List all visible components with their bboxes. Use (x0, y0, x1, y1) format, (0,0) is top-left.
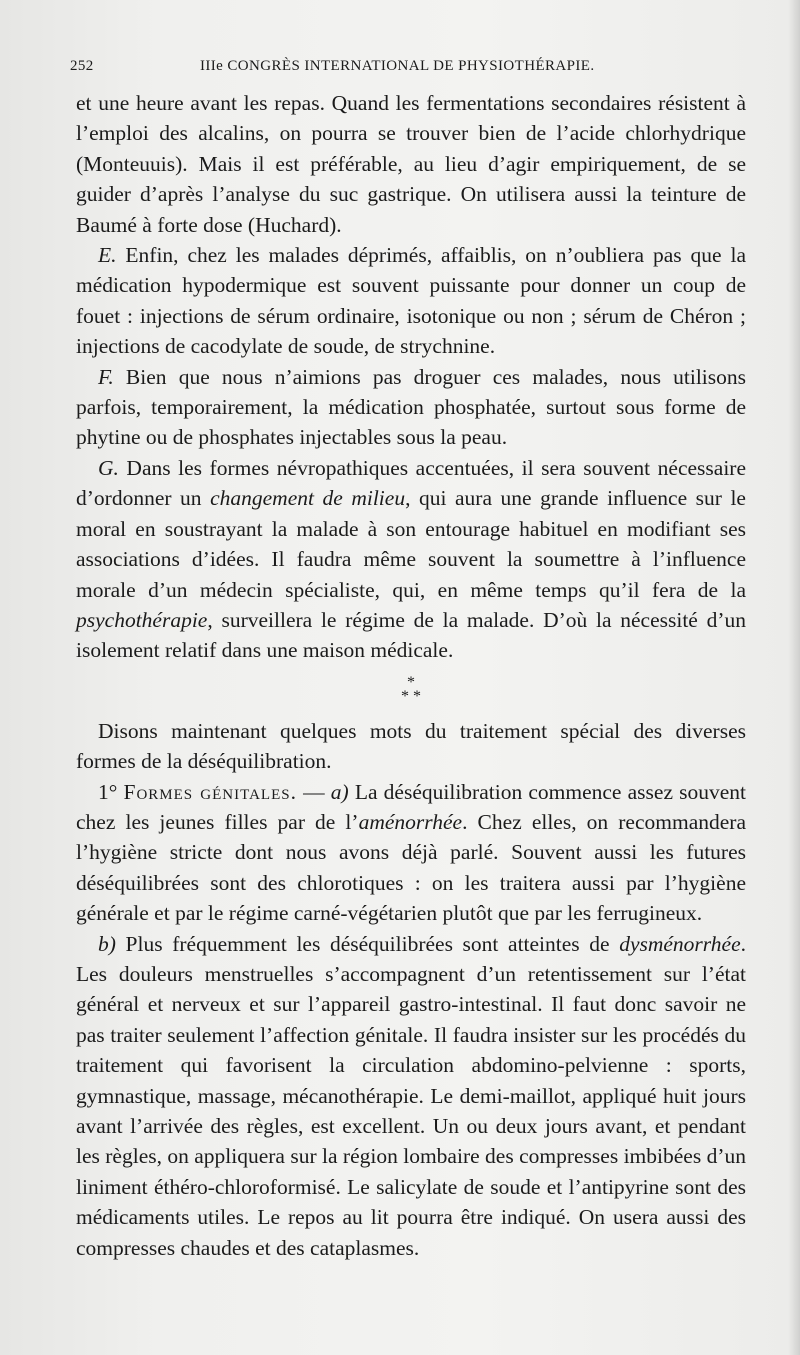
paragraph-text: , qui aura une grande influence sur le moral en soustrayant la malade à son entourage habituel en modifiant ses associations d’idées. Il faudra même souvent la soumettre à l’influence morale d’un médecin spécialiste, qui, en même temps qu’il fera de la (76, 486, 746, 602)
emphasis: psychothérapie (76, 607, 208, 632)
body-text (76, 88, 746, 1263)
item-label: G. (98, 455, 119, 480)
paragraph-f (76, 362, 746, 453)
paragraph-text: La déséquilibration commence assez souvent chez les jeunes filles par de l’ (76, 779, 747, 834)
section-title: Formes génitales. (123, 779, 297, 804)
paragraph-text: Enfin, chez les malades déprimés, affaiblis, on n’oubliera pas que la médication hypodermique est souvent puissante pour donner un coup de fouet : injections de sérum ordinaire, isotonique ou non ; sérum de Chéron ; injections de cacodylate de soude, de strychnine. (76, 243, 746, 359)
asterism-bottom: * * (401, 687, 421, 705)
asterism-top: * (407, 673, 415, 691)
paragraph-text: . Les douleurs menstruelles s’accompagnent d’un retentissement sur l’état général et nerveux et sur l’appareil gastro-intestinal. Il faut donc savoir ne pas traiter seulement l’affection génitale. Il faudra insister sur les procédés du traitement qui favorisent la circulation abdomino-pelvienne : sports, gymnastique, massage, mécanothérapie. Le demi-maillot, appliqué huit jours avant l’arrivée des règles, est excellent. Un ou deux jours avant, et pendant les règles, on appliquera sur la région lombaire des compresses imbibées d’un liniment éthéro-chloroformisé. Le salicylate de soude et l’antipyrine sont des médicaments utiles. Le repos au lit pourra être indiqué. On usera aussi des compresses chaudes et des cataplasmes. (76, 931, 746, 1260)
paragraph-text: , surveillera le régime de la malade. D’où la nécessité d’un isolement relatif dans une maison médicale. (76, 607, 746, 663)
paragraph-text: Dans les formes névropathiques accentuées, il sera souvent nécessaire d’ordonner un (76, 455, 746, 511)
page-number: 252 (70, 58, 94, 74)
paragraph-text: — (296, 779, 331, 804)
section-number: 1° (98, 779, 118, 804)
emphasis: aménorrhée (358, 809, 463, 834)
paragraph-g (76, 453, 746, 666)
paragraph-text: . Chez elles, on recommandera l’hygiène stricte dont nous avons déjà parlé. Souvent aussi les futures déséquilibrées sont des chlorotiques : on les traitera aussi par l’hygiène générale et par le régime carné-végétarien plutôt que par les ferrugineux. (76, 809, 746, 926)
emphasis: dysménorrhée (619, 931, 741, 956)
item-label: F. (98, 364, 114, 389)
paragraph-text: Disons maintenant quelques mots du traitement spécial des diverses formes de la déséquilibration. (76, 718, 746, 774)
page-edge-shadow (788, 0, 800, 1355)
running-title: IIIe CONGRÈS INTERNATIONAL DE PHYSIOTHÉRAPIE. (200, 58, 595, 74)
emphasis: changement de milieu (210, 486, 406, 511)
paragraph-intro (76, 716, 746, 777)
asterism (76, 673, 746, 705)
paragraph-e (76, 240, 746, 362)
paragraph-formes-genitales (76, 777, 746, 929)
paragraph-continuation (76, 88, 746, 240)
item-label: a) (330, 779, 349, 804)
item-label: b) (98, 931, 116, 956)
paragraph-text: Plus fréquemment les déséquilibrées sont atteintes de (115, 931, 620, 956)
item-label: E. (98, 243, 117, 268)
paragraph-text: Bien que nous n’aimions pas droguer ces malades, nous utilisons parfois, temporairement, la médication phosphatée, surtout sous forme de phytine ou de phosphates injectables sous la peau. (76, 364, 746, 450)
paragraph-b (76, 929, 746, 1263)
paragraph-text: et une heure avant les repas. Quand les fermentations secondaires résistent à l’emploi des alcalins, on pourra se trouver bien de l’acide chlorhydrique (Monteuuis). Mais il est préférable, au lieu d’agir empiriquement, de se guider d’après l’analyse du suc gastrique. On utilisera aussi la teinture de Baumé à forte dose (Huchard). (76, 91, 746, 237)
running-header (70, 58, 730, 75)
